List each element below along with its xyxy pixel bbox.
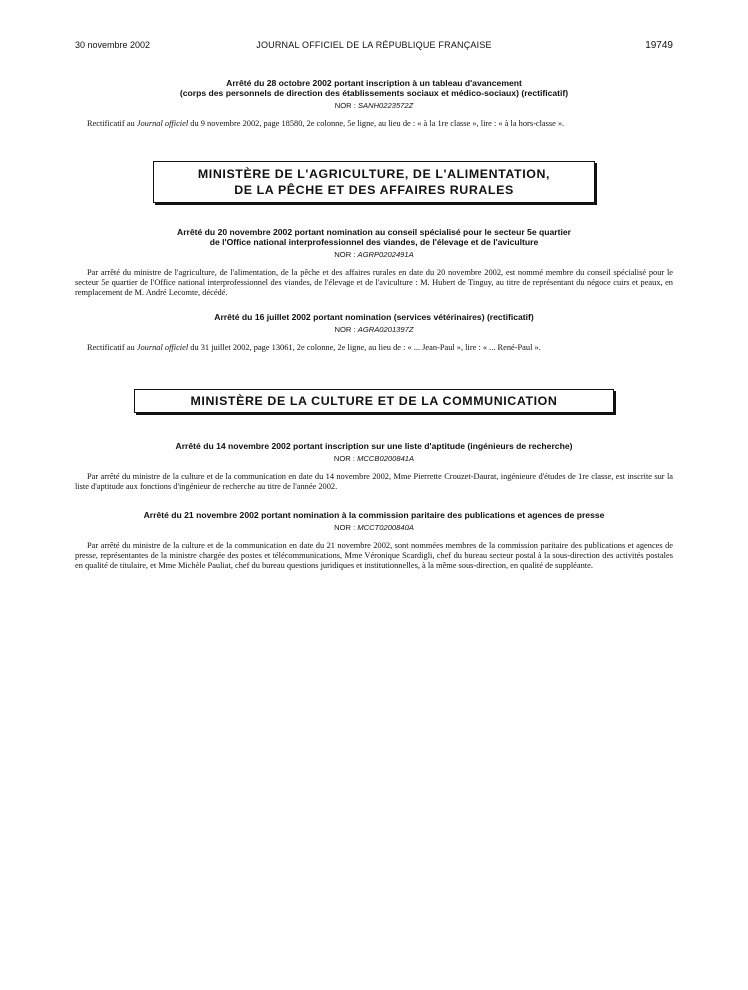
- nor-label: NOR :: [334, 101, 356, 110]
- header-page-number: 19749: [645, 40, 673, 51]
- nor-reference: [75, 101, 673, 110]
- section-arrete-21-novembre: [75, 510, 673, 571]
- page-header: [75, 40, 673, 54]
- arrete-title-line1: Arrêté du 20 novembre 2002 portant nomination au conseil spécialisé pour le secteur 5e quartier: [176, 227, 571, 237]
- nor-code: AGRA0201397Z: [357, 325, 414, 334]
- nor-reference: [75, 250, 673, 259]
- arrete-body: Par arrêté du ministre de l'agriculture, de l'alimentation, de la pêche et des affaires rurales en date du 20 novembre 2002, est nommé membre du conseil spécialisé pour le secteur 5e quartier de l'Office national interprofessionnel des viandes, de l'élevage et de l'aviculture : M. Hubert de Tinguy, au titre de représentant du négoce cuirs et peaux, en remplacement de M. André Lecomte, décédé.: [75, 268, 673, 297]
- nor-code: MCCT0200840A: [357, 523, 414, 532]
- nor-reference: [75, 454, 673, 463]
- header-date: 30 novembre 2002: [75, 40, 151, 50]
- arrete-title: [75, 78, 673, 98]
- nor-reference: [75, 523, 673, 532]
- section-arrete-16-juillet: [75, 312, 673, 353]
- body-text-part2: du 31 juillet 2002, page 13061, 2e colonne, 2e ligne, au lieu de : « ... Jean-Paul », lire : « ... René-Paul ».: [188, 343, 541, 352]
- body-text-part1: Rectificatif au: [87, 119, 137, 128]
- arrete-title: [75, 227, 673, 247]
- ministry-heading-agriculture: [153, 161, 595, 203]
- section-arrete-20-novembre: [75, 227, 673, 298]
- ministry-heading-line1: MINISTÈRE DE L'AGRICULTURE, DE L'ALIMENTATION,: [197, 167, 551, 181]
- nor-code: MCCB0200841A: [357, 454, 415, 463]
- ministry-heading-culture: [134, 389, 614, 413]
- arrete-title-line1: Arrêté du 28 octobre 2002 portant inscription à un tableau d'avancement: [226, 78, 522, 88]
- body-text-part2: du 9 novembre 2002, page 18580, 2e colonne, 5e ligne, au lieu de : « à la 1re classe », lire : « à la hors-classe ».: [188, 119, 565, 128]
- page-content: [75, 78, 673, 571]
- arrete-body: Par arrêté du ministre de la culture et de la communication en date du 21 novembre 2002, sont nommées membres de la commission paritaire des publications et agences de presse, représentantes de la ministre chargée des postes et télécommunications, Mme Véronique Scardigli, chef du bureau secteur postal à la sous-direction des activités postales en qualité de titulaire, et Mme Michèle Pauliat, chef du bureau questions juridiques et institutionnelles, à la même sous-direction, en qualité de suppléante.: [75, 541, 673, 570]
- ministry-heading-line2: DE LA PÊCHE ET DES AFFAIRES RURALES: [234, 183, 514, 197]
- journal-reference: Journal officiel: [136, 343, 189, 352]
- arrete-title-line2: de l'Office national interprofessionnel des viandes, de l'élevage et de l'aviculture: [209, 237, 539, 247]
- arrete-body: Par arrêté du ministre de la culture et de la communication en date du 14 novembre 2002, Mme Pierrette Crouzet-Daurat, ingénieure d'études de 1re classe, est inscrite sur la liste d'aptitude aux fonctions d'ingénieur de recherche au titre de l'année 2002.: [75, 472, 673, 491]
- nor-label: NOR :: [334, 523, 356, 532]
- section-arrete-28-octobre: [75, 78, 673, 129]
- body-text-part1: Rectificatif au: [87, 343, 137, 352]
- arrete-body: [75, 119, 673, 129]
- header-journal-title: JOURNAL OFFICIEL DE LA RÉPUBLIQUE FRANÇAISE: [256, 40, 492, 50]
- ministry-heading-line1: MINISTÈRE DE LA CULTURE ET DE LA COMMUNICATION: [190, 394, 558, 408]
- nor-code: SANH0223572Z: [357, 101, 414, 110]
- arrete-title: Arrêté du 16 juillet 2002 portant nomination (services vétérinaires) (rectificatif): [214, 312, 534, 322]
- nor-label: NOR :: [334, 250, 356, 259]
- nor-reference: [75, 325, 673, 334]
- journal-reference: Journal officiel: [136, 119, 189, 128]
- section-arrete-14-novembre: [75, 441, 673, 492]
- arrete-title-line2: (corps des personnels de direction des établissements sociaux et médico-sociaux) (rectificatif): [179, 88, 569, 98]
- arrete-body: [75, 343, 673, 353]
- nor-label: NOR :: [333, 454, 355, 463]
- arrete-title: Arrêté du 14 novembre 2002 portant inscription sur une liste d'aptitude (ingénieurs de recherche): [175, 441, 573, 451]
- nor-code: AGRP0202491A: [357, 250, 414, 259]
- nor-label: NOR :: [334, 325, 356, 334]
- arrete-title: Arrêté du 21 novembre 2002 portant nomination à la commission paritaire des publications et agences de presse: [143, 510, 605, 520]
